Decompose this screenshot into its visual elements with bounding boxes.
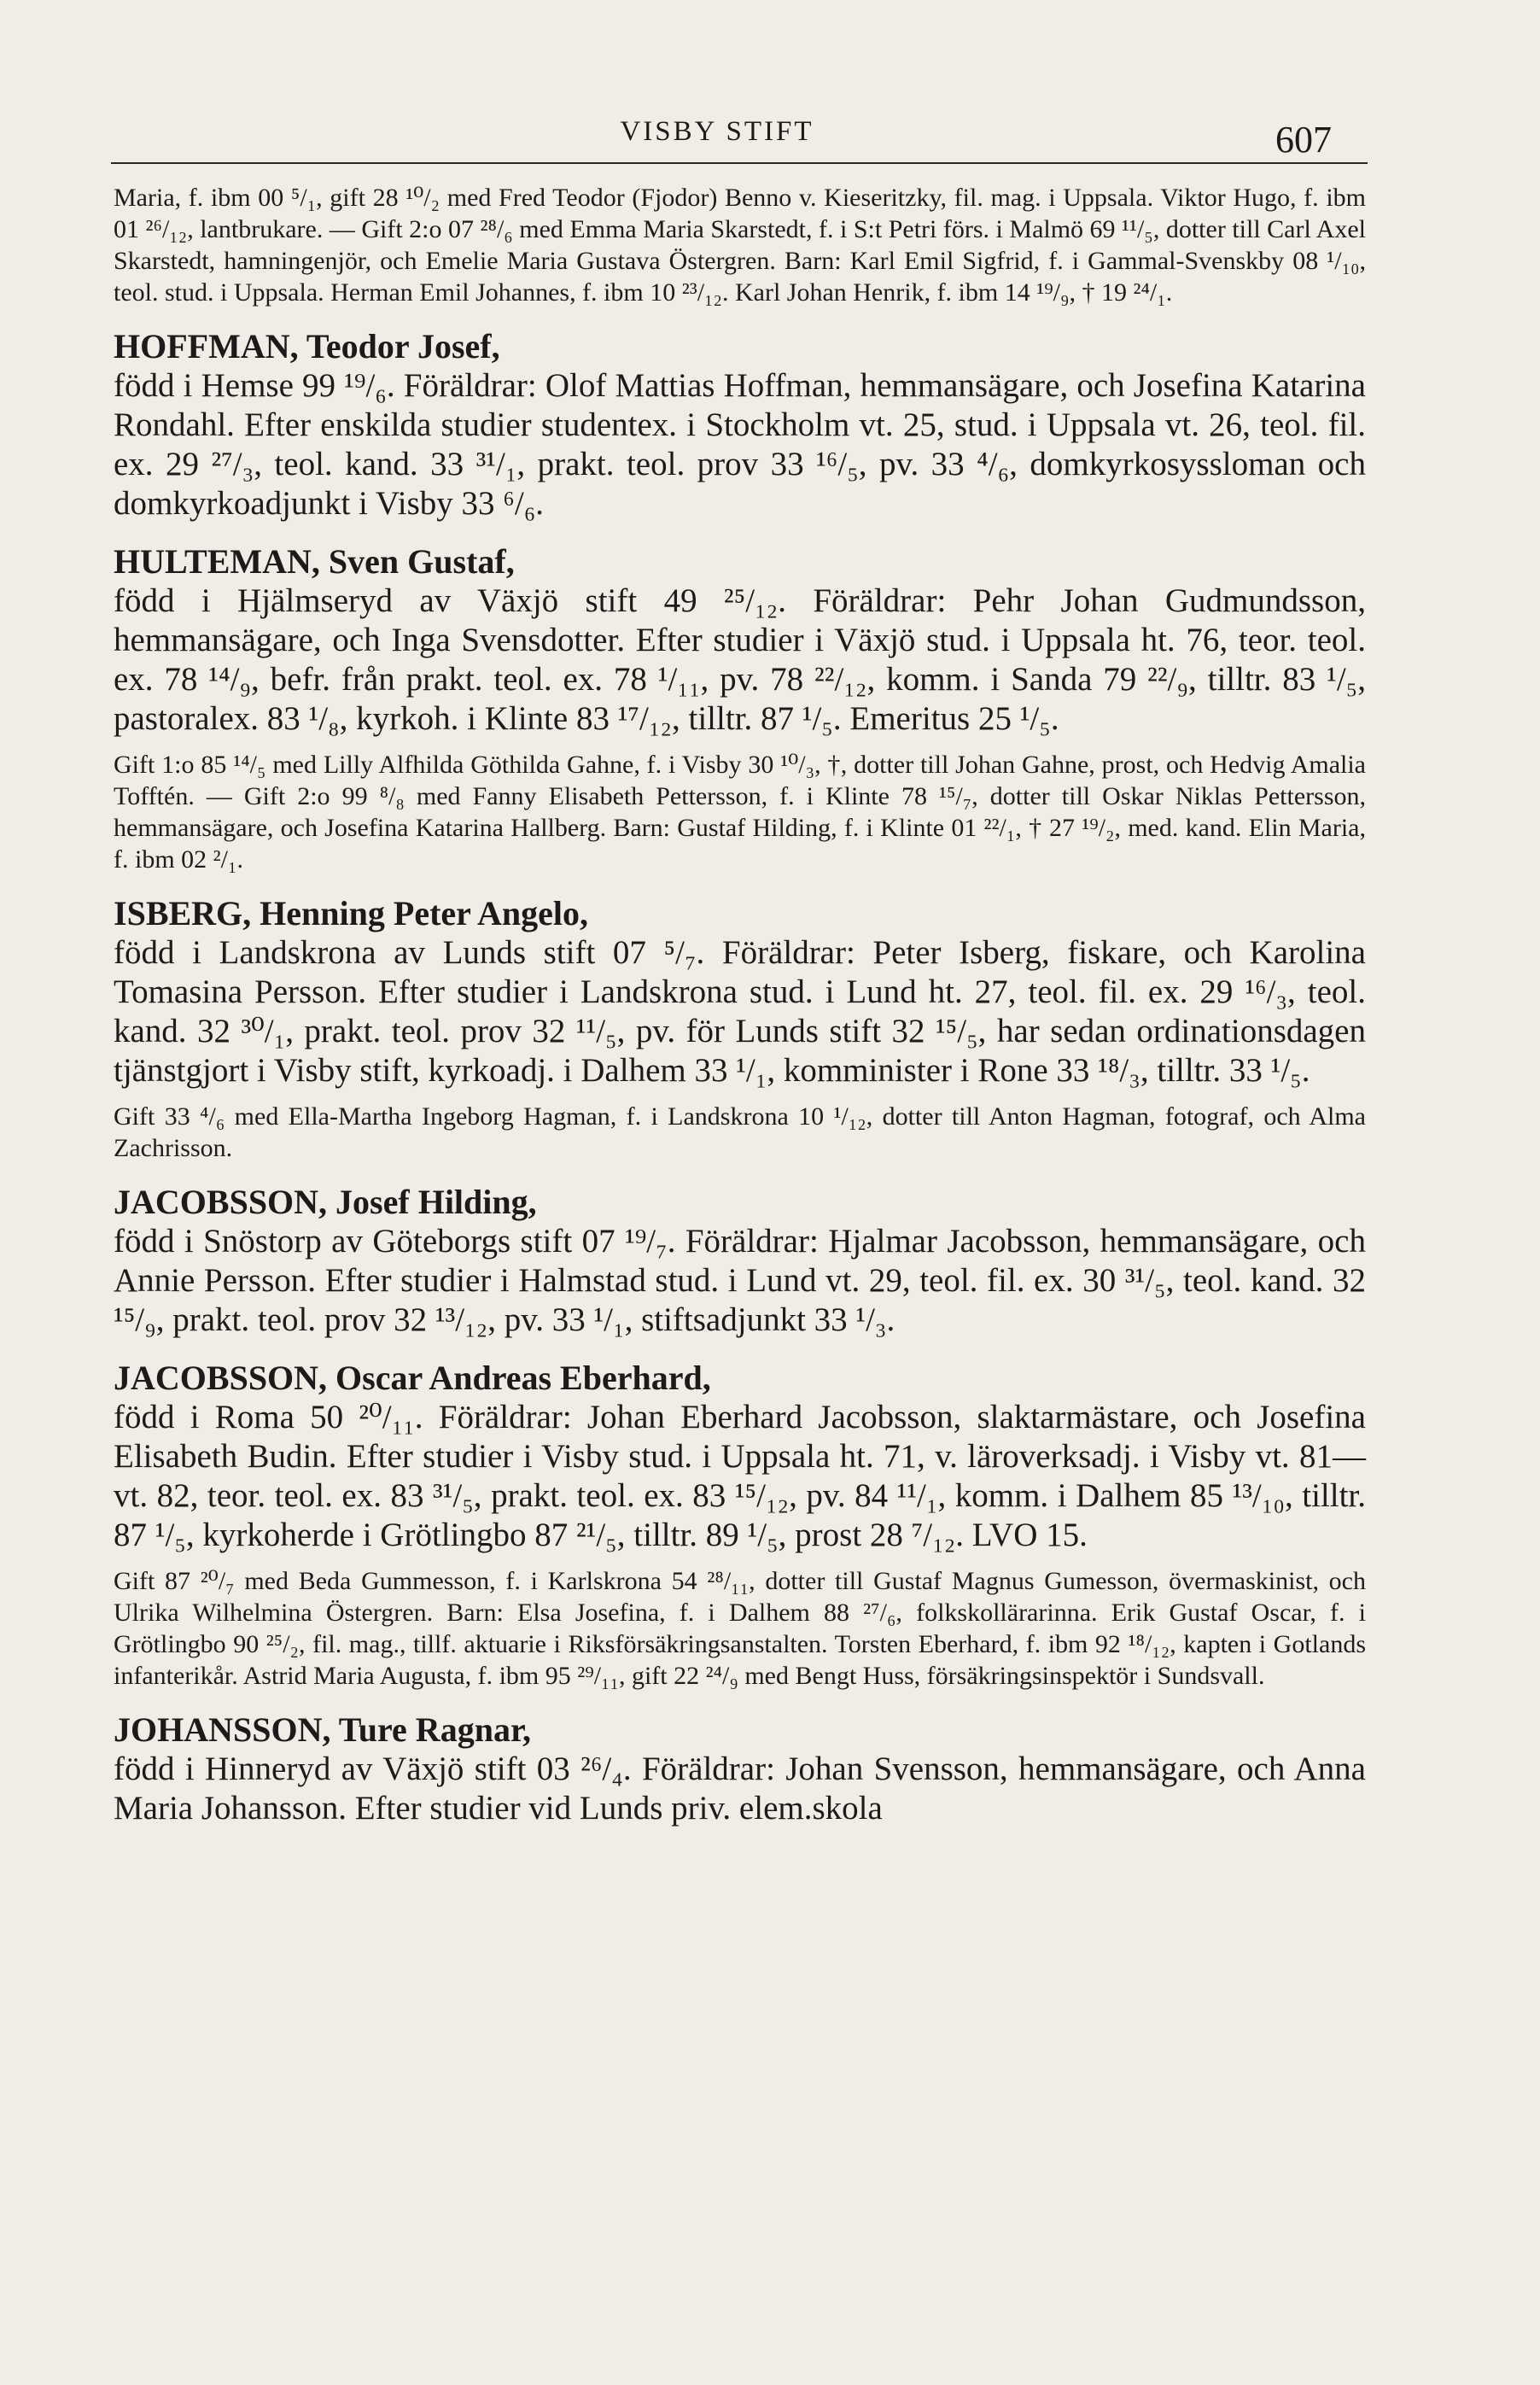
entry-bio: född i Roma 50 ²⁰/₁₁. Föräldrar: Johan Eberhard Jacobsson, slaktarmästare, och Josefina Elisabeth Budin. Efter studier i Visby stud. i Uppsala ht. 71, v. läroverksadj. i Visby vt. 81—vt. 82, teor. teol. ex. 83 ³¹/₅, prakt. teol. ex. 83 ¹⁵/₁₂, pv. 84 ¹¹/₁, komm. i Dalhem 85 ¹³/₁₀, tilltr. 87 ¹/₅, kyrkoherde i Grötlingbo 87 ²¹/₅, tilltr. 89 ¹/₅, prost 28 ⁷/₁₂. LVO 15. — [114, 1399, 1366, 1553]
page-number: 607 — [1275, 119, 1332, 161]
entry-family: Gift 33 ⁴/₆ med Ella-Martha Ingeborg Hagman, f. i Landskrona 10 ¹/₁₂, dotter till Anton Hagman, fotograf, och Alma Zachrisson. — [114, 1102, 1366, 1162]
entry-johansson — [114, 1710, 1366, 1828]
entry-jacobsson-josef — [114, 1183, 1366, 1340]
entry-name: JACOBSSON, Oscar Andreas Eberhard, — [114, 1359, 711, 1397]
entry-isberg — [114, 894, 1366, 1164]
entry-name: HULTEMAN, Sven Gustaf, — [114, 542, 515, 581]
entry-bio: född i Hemse 99 ¹⁹/₆. Föräldrar: Olof Mattias Hoffman, hemmansägare, och Josefina Katarina Rondahl. Efter enskilda studier studentex. i Stockholm vt. 25, stud. i Uppsala vt. 26, teol. fil. ex. 29 ²⁷/₃, teol. kand. 33 ³¹/₁, prakt. teol. prov 33 ¹⁶/₅, pv. 33 ⁴/₆, domkyrkosyssloman och domkyrkoadjunkt i Visby 33 ⁶/₆. — [114, 367, 1366, 522]
entry-family: Gift 1:o 85 ¹⁴/₅ med Lilly Alfhilda Göthilda Gahne, f. i Visby 30 ¹⁰/₃, †, dotter till Johan Gahne, prost, och Hedvig Amalia Tofftén. — Gift 2:o 99 ⁸/₈ med Fanny Elisabeth Pettersson, f. i Klinte 78 ¹⁵/₇, dotter till Oskar Niklas Pettersson, hemmansägare, och Josefina Katarina Hallberg. Barn: Gustaf Hilding, f. i Klinte 01 ²²/₁, † 27 ¹⁹/₂, med. kand. Elin Maria, f. ibm 02 ²/₁. — [114, 751, 1366, 874]
entry-bio: född i Landskrona av Lunds stift 07 ⁵/₇. Föräldrar: Peter Isberg, fiskare, och Karolina Tomasina Persson. Efter studier i Landskrona stud. i Lund ht. 27, teol. fil. ex. 29 ¹⁶/₃, teol. kand. 32 ³⁰/₁, prakt. teol. prov 32 ¹¹/₅, pv. för Lunds stift 32 ¹⁵/₅, har sedan ordinationsdagen tjänstgjort i Visby stift, kyrkoadj. i Dalhem 33 ¹/₁, komminister i Rone 33 ¹⁸/₃, tilltr. 33 ¹/₅. — [114, 934, 1366, 1089]
running-header: VISBY STIFT — [620, 116, 814, 147]
entry-hoffman — [114, 327, 1366, 523]
entry-name: ISBERG, Henning Peter Angelo, — [114, 894, 588, 932]
entry-bio: född i Hinneryd av Växjö stift 03 ²⁶/₄. Föräldrar: Johan Svensson, hemmansägare, och Anna Maria Johansson. Efter studier vid Lunds priv. elem.skola — [114, 1751, 1366, 1827]
page-content — [114, 182, 1366, 1828]
entry-bio: född i Snöstorp av Göteborgs stift 07 ¹⁹/₇. Föräldrar: Hjalmar Jacobsson, hemmansägare, och Annie Persson. Efter studier i Halmstad stud. i Lund vt. 29, teol. fil. ex. 30 ³¹/₅, teol. kand. 32 ¹⁵/₉, prakt. teol. prov 32 ¹³/₁₂, pv. 33 ¹/₁, stiftsadjunkt 33 ¹/₃. — [114, 1223, 1366, 1338]
entry-name: JACOBSSON, Josef Hilding, — [114, 1183, 537, 1221]
entry-family: Gift 87 ²⁰/₇ med Beda Gummesson, f. i Karlskrona 54 ²⁸/₁₁, dotter till Gustaf Magnus Gumesson, övermaskinist, och Ulrika Wilhelmina Östergren. Barn: Elsa Josefina, f. i Dalhem 88 ²⁷/₆, folkskollärarinna. Erik Gustaf Oscar, f. i Grötlingbo 90 ²⁵/₂, fil. mag., tillf. aktuarie i Riksförsäkringsanstalten. Torsten Eberhard, f. ibm 92 ¹⁸/₁₂, kapten i Gotlands infanterikår. Astrid Maria Augusta, f. ibm 95 ²⁹/₁₁, gift 22 ²⁴/₉ med Bengt Huss, försäkringsinspektör i Sundsvall. — [114, 1567, 1366, 1690]
entry-hulteman — [114, 542, 1366, 875]
entry-bio: född i Hjälmseryd av Växjö stift 49 ²⁵/₁₂. Föräldrar: Pehr Johan Gudmundsson, hemmansägare, och Inga Svensdotter. Efter studier i Växjö stud. i Uppsala ht. 76, teor. teol. ex. 78 ¹⁴/₉, befr. från prakt. teol. ex. 78 ¹/₁₁, pv. 78 ²²/₁₂, komm. i Sanda 79 ²²/₉, tilltr. 83 ¹/₅, pastoralex. 83 ¹/₈, kyrkoh. i Klinte 83 ¹⁷/₁₂, tilltr. 87 ¹/₅. Emeritus 25 ¹/₅. — [114, 582, 1366, 737]
continuation-paragraph: Maria, f. ibm 00 ⁵/₁, gift 28 ¹⁰/₂ med Fred Teodor (Fjodor) Benno v. Kieseritzky, fil. mag. i Uppsala. Viktor Hugo, f. ibm 01 ²⁶/₁₂, lantbrukare. — Gift 2:o 07 ²⁸/₆ med Emma Maria Skarstedt, f. i S:t Petri förs. i Malmö 69 ¹¹/₅, dotter till Carl Axel Skarstedt, hamningenjör, och Emelie Maria Gustava Östergren. Barn: Karl Emil Sigfrid, f. i Gammal-Svenskby 08 ¹/₁₀, teol. stud. i Uppsala. Herman Emil Johannes, f. ibm 10 ²³/₁₂. Karl Johan Henrik, f. ibm 14 ¹⁹/₉, † 19 ²⁴/₁. — [114, 184, 1366, 307]
header-rule — [111, 162, 1368, 164]
entry-jacobsson-oscar — [114, 1359, 1366, 1692]
entry-name: HOFFMAN, Teodor Josef, — [114, 327, 500, 365]
entry-name: JOHANSSON, Ture Ragnar, — [114, 1710, 532, 1749]
